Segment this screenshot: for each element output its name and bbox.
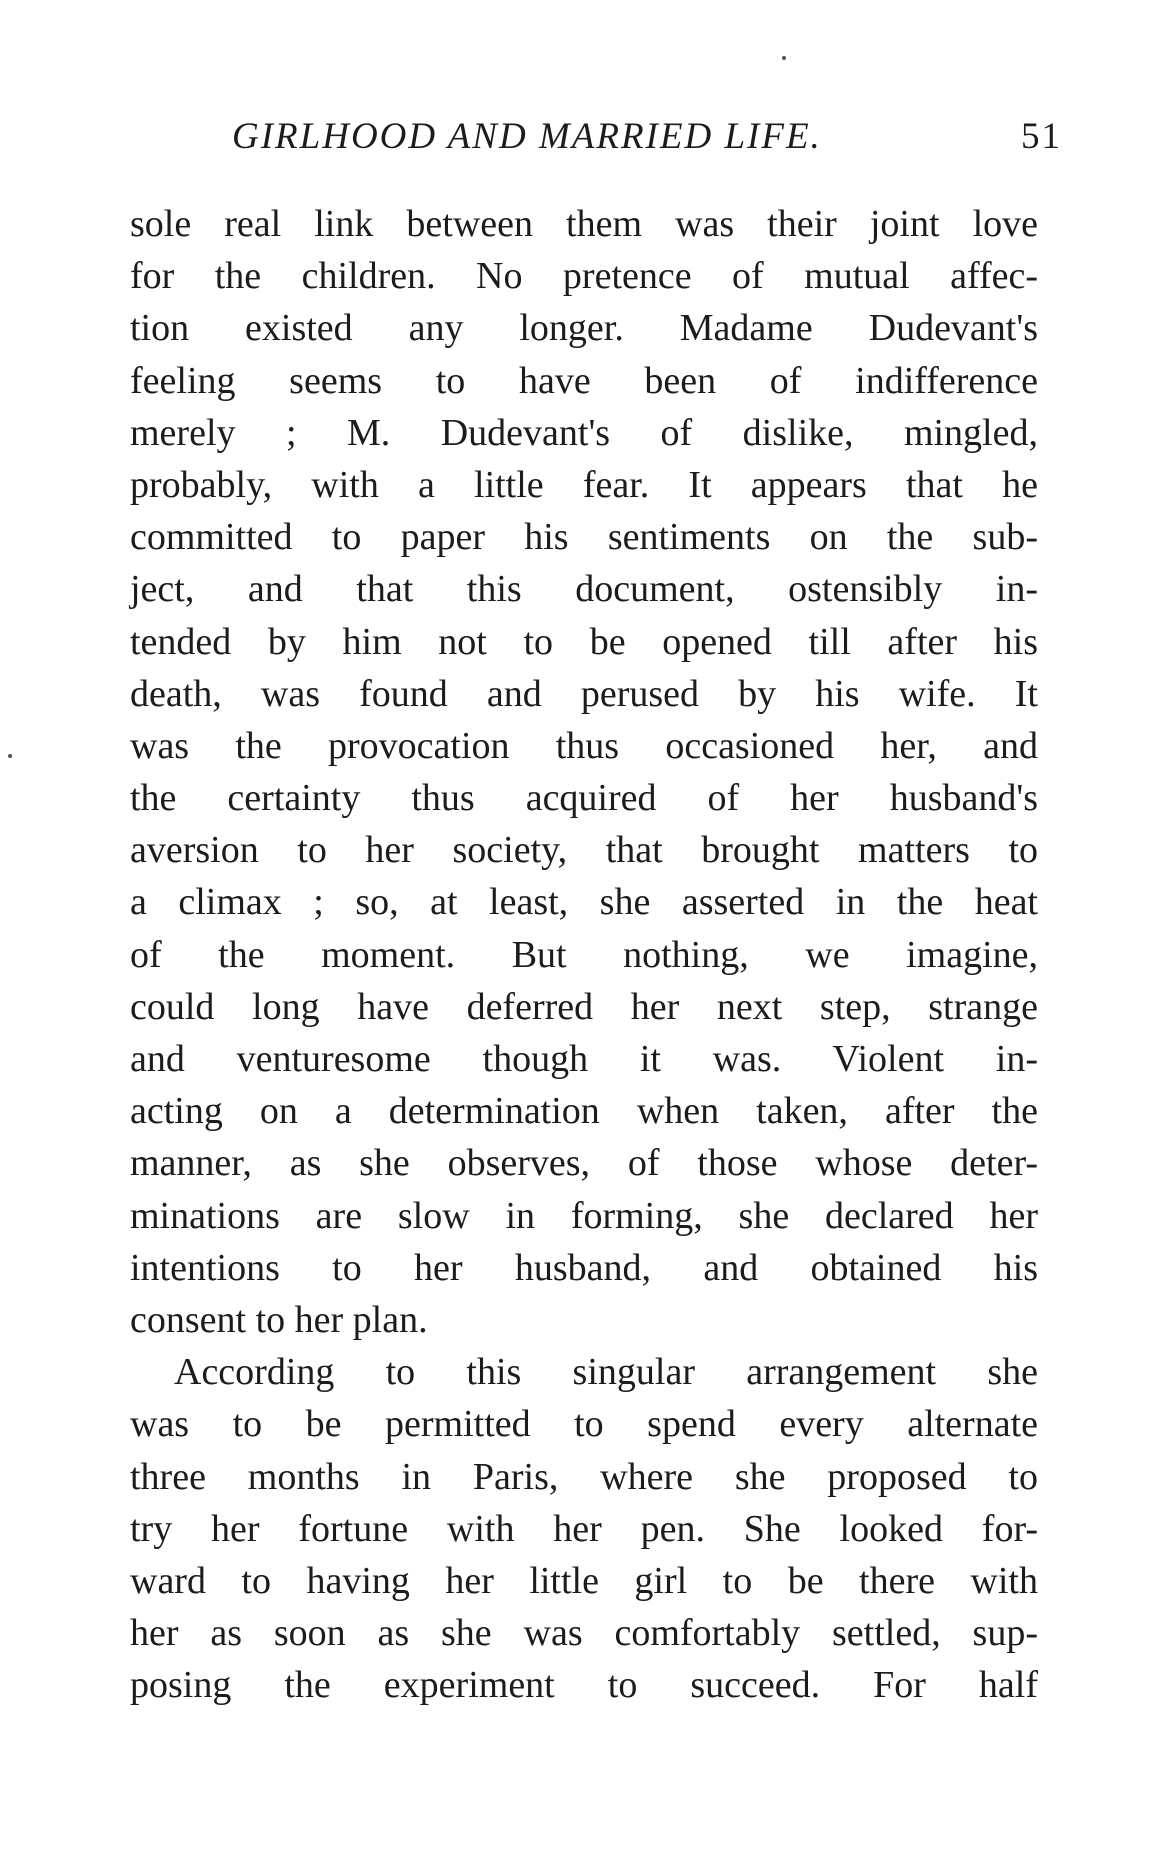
text-line: try her fortune with her pen. She looked for- (130, 1507, 1038, 1550)
text-line: death, was found and perused by his wife. It (130, 672, 1038, 715)
text-line: acting on a determination when taken, after the (130, 1090, 1038, 1133)
text-line: the certainty thus acquired of her husband's (130, 777, 1038, 820)
text-line: manner, as she observes, of those whose deter- (130, 1142, 1038, 1185)
text-line: a climax ; so, at least, she asserted in the heat (130, 881, 1038, 924)
text-line: merely ; M. Dudevant's of dislike, mingled, (130, 411, 1038, 454)
text-line: ward to having her little girl to be there with (130, 1559, 1038, 1602)
text-line: feeling seems to have been of indifference (130, 359, 1038, 402)
text-line: minations are slow in forming, she declared her (130, 1194, 1038, 1237)
running-title: GIRLHOOD AND MARRIED LIFE. (232, 116, 822, 157)
page-number: 51 (1021, 116, 1062, 157)
text-line: tended by him not to be opened till after his (130, 620, 1038, 663)
text-line: could long have deferred her next step, strange (130, 985, 1038, 1028)
text-line: posing the experiment to succeed. For half (130, 1664, 1038, 1707)
text-line: for the children. No pretence of mutual affec- (130, 255, 1038, 298)
running-head (232, 112, 1062, 162)
text-line: was the provocation thus occasioned her, and (130, 724, 1038, 767)
text-line: was to be permitted to spend every alternate (130, 1403, 1038, 1446)
text-line: aversion to her society, that brought matters to (130, 829, 1038, 872)
text-line: sole real link between them was their joint love (130, 203, 1038, 245)
text-line: three months in Paris, where she proposed to (130, 1455, 1038, 1498)
text-line: intentions to her husband, and obtained his (130, 1246, 1038, 1289)
text-line: her as soon as she was comfortably settled, sup- (130, 1612, 1038, 1655)
text-line: ject, and that this document, ostensibly in- (130, 568, 1038, 611)
text-line: committed to paper his sentiments on the sub- (130, 516, 1038, 559)
text-line: tion existed any longer. Madame Dudevant's (130, 307, 1038, 350)
body-text (130, 198, 1038, 1711)
scan-speck (8, 754, 12, 758)
text-line: probably, with a little fear. It appears that he (130, 463, 1038, 506)
scan-speck (782, 56, 786, 60)
paragraph-start-line: According to this singular arrangement she (174, 1351, 1038, 1394)
paragraph-end-line: consent to her plan. (130, 1298, 428, 1341)
text-line: and venturesome though it was. Violent in- (130, 1038, 1038, 1080)
text-line: of the moment. But nothing, we imagine, (130, 933, 1038, 976)
